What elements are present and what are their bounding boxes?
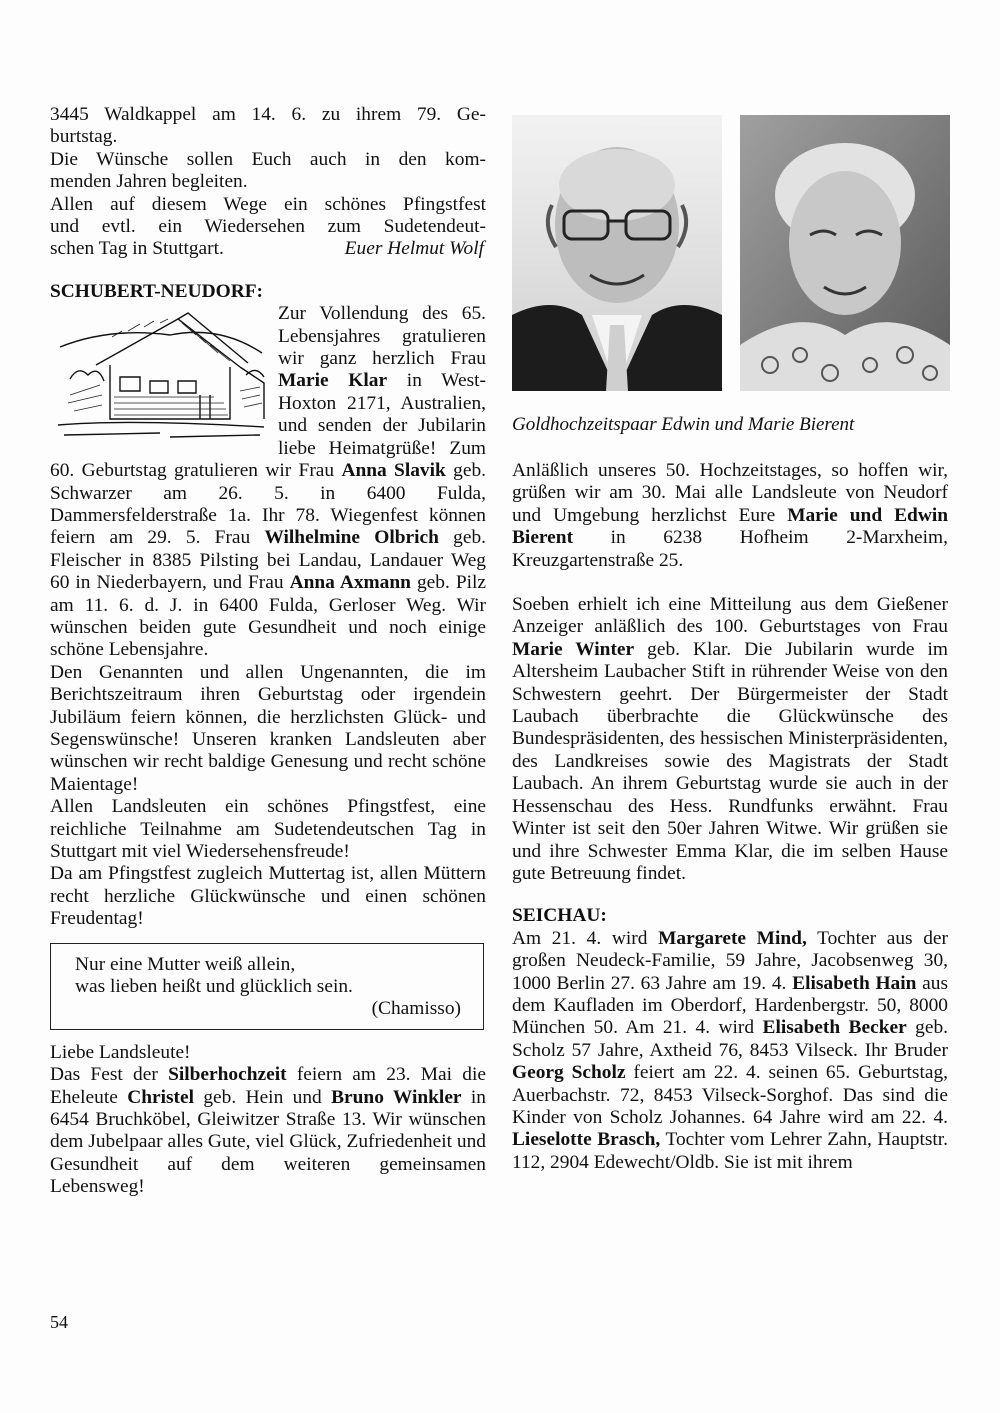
text-segment: geb. Fleischer in 8385 Pilsting bei Landau, Landauer Weg 60 in Niederbayern, und Frau (50, 527, 487, 594)
photo-marie-bierent (740, 115, 950, 391)
name-georg-scholz: Georg Scholz (512, 1062, 626, 1084)
text-segment: Soeben erhielt ich eine Mitteilung aus dem Gießener Anzeiger anläßlich des 100. Geburtstages von Frau (512, 594, 948, 638)
name-elisabeth-hain: Elisabeth Hain (792, 972, 917, 994)
photo-caption: Goldhochzeitspaar Edwin und Marie Bierent (512, 414, 855, 435)
spacer (512, 572, 948, 594)
text-segment: Anläßlich unseres 50. Hochzeitstages, so hoffen wir, grüßen wir am 30. Mai alle Landsleute von Neudorf und Umgebung herzlichst Eure (512, 460, 948, 526)
text-segment: Tochter vom Lehrer Zahn, Hauptstr. 112, 2904 Edewecht/Oldb. Sie ist mit ihrem (512, 1129, 948, 1173)
wishes-paragraph: Den Genannten und allen Ungenannten, die im Berichtszeitraum ihren Geburtstag oder irgendein Jubiläum feiern können, die herzlichsten Glück- und Segenswünsche! Unseren kranken Landsleuten aber wünschen wir recht baldige Genesung und recht schöne Maientage! (50, 661, 486, 795)
intro-line: menden Jahren begleiten. (50, 171, 248, 193)
name-christel: Christel (127, 1086, 194, 1108)
name-elisabeth-becker: Elisabeth Becker (762, 1017, 907, 1039)
text-segment: geb. Klar. Die Jubilarin wurde im Altersheim Laubacher Stift in rührender Weise von den Schwestern geehrt. Der Bürgermeister der Stadt Laubach überbrachte die Glückwünsche des Bundespräsidenten, des hessischen Ministerpräsidenten, des Landkreises sowie des Magistrats der Stadt Laubach. An ihrem Geburtstag wurde sie auch in der Hessenschau des Hess. Rundfunks erwähnt. Frau Winter ist seit den 50er Jahren Witwe. Wir grüßen sie und ihre Schwester Emma Klar, die im selben Hause gute Betreuung findet. (512, 638, 948, 884)
name-lieselotte-brasch: Lieselotte Brasch, (512, 1129, 661, 1151)
intro-line: Die Wünsche sollen Euch auch in den kom- (50, 148, 486, 170)
text-segment: aus dem Kaufladen im Oberdorf, Hardenbergstr. 50, 8000 München 50. Am 21. 4. wird (512, 972, 948, 1039)
name-margarete-mind: Margarete Mind, (658, 927, 807, 949)
name-marie-winter: Marie Winter (512, 638, 635, 660)
section-heading-schubert-neudorf: SCHUBERT-NEUDORF: (50, 280, 264, 302)
poem-line: was lieben heißt und glücklich sein. (75, 976, 353, 998)
name-anna-slavik: Anna Slavik (341, 460, 446, 482)
house-block (50, 303, 486, 662)
text-segment: Zur Vollendung des 65. Lebensjahres gratulieren wir ganz herzlich Frau (278, 303, 486, 370)
text-segment: geb. Schwarzer am 26. 5. in 6400 Fulda, Dammersfelderstraße 1a. Ihr 78. Wiegenfest können feiern am 29. 5. Frau (50, 460, 486, 549)
anniversary-paragraph (512, 460, 948, 572)
marie-winter-paragraph (512, 594, 948, 885)
poem-line: Nur eine Mutter weiß allein, (75, 953, 296, 975)
text-segment: in 6454 Bruchköbel, Gleiwitzer Straße 13. Wir wünschen dem Jubelpaar alles Gute, viel Glück, Zufriedenheit und Gesundheit auf dem weiteren gemeinsamen Lebensweg! (50, 1086, 486, 1198)
intro-line: und evtl. ein Wiedersehen zum Sudetendeut- (50, 216, 486, 238)
name-wilhelmine-olbrich: Wilhelmine Olbrich (264, 527, 439, 549)
name-marie-edwin-bierent: Marie und Edwin Bierent (512, 504, 949, 549)
poem-author: (Chamisso) (371, 998, 461, 1020)
photo-edwin-bierent (512, 115, 722, 391)
photos (512, 115, 950, 391)
text-segment: Am 21. 4. wird (512, 927, 659, 949)
text-segment: geb. Pilz am 11. 6. d. J. in 6400 Fulda, Gerloser Weg. Wir wünschen beiden gute Gesundheit und noch einige schöne Lebensjahre. (50, 572, 486, 661)
text-segment: feiert am 22. 4. seinen 65. Geburtstag, Auerbachstr. 72, 8453 Vilseck-Sorghof. Das sind die Kinder von Scholz Johannes. 64 Jahre wird am 22. 4. (512, 1062, 948, 1128)
text-segment: Tochter aus der großen Neudeck-Familie, 59 Jahre, Jacobsenweg 30, 1000 Berlin 27. 63 Jahre am 19. 4. (512, 927, 948, 994)
text-segment: in 6238 Hofheim 2-Marxheim, Kreuzgartenstraße 25. (512, 527, 948, 571)
intro-last: schen Tag in Stuttgart. (50, 238, 224, 260)
left-column (50, 104, 486, 1199)
house-illustration (50, 307, 272, 443)
section-heading-seichau: SEICHAU: (512, 905, 607, 927)
silberhochzeit-bold: Silberhochzeit (168, 1064, 287, 1086)
text-segment: geb. Scholz 57 Jahre, Axtheid 76, 8453 Vilseck. Ihr Bruder (512, 1017, 948, 1061)
text-segment: in West-Hoxton 2171, Australien, und senden der Jubilarin liebe Heimatgrüße! Zum 60. Geburtstag gratulieren wir Frau (50, 370, 486, 482)
intro-line: burtstag. (50, 126, 118, 148)
signature-line (50, 238, 486, 260)
text-segment: geb. Hein und (193, 1086, 332, 1108)
name-marie-klar: Marie Klar (278, 370, 388, 392)
name-bruno-winkler: Bruno Winkler (331, 1086, 462, 1108)
text-segment: feiern am 23. Mai die Eheleute (50, 1064, 486, 1108)
right-column (512, 460, 948, 1174)
silberhochzeit-paragraph (50, 1064, 486, 1198)
name-anna-axmann: Anna Axmann (289, 572, 411, 594)
signature: Euer Helmut Wolf (344, 238, 484, 260)
seichau-paragraph (512, 928, 948, 1174)
greeting: Liebe Landsleute! (50, 1041, 191, 1063)
muttertag-paragraph: Da am Pfingstfest zugleich Muttertag ist, allen Müttern recht herzliche Glückwünsche und einen schönen Freudentag! (50, 863, 486, 930)
intro-line: Allen auf diesem Wege ein schönes Pfingstfest (50, 193, 486, 215)
pfingst-paragraph: Allen Landsleuten ein schönes Pfingstfest, eine reichliche Teilnahme am Sudetendeutschen Tag in Stuttgart mit viel Wiedersehensfreude! (50, 796, 486, 862)
intro-line: 3445 Waldkappel am 14. 6. zu ihrem 79. Ge- (50, 104, 486, 125)
page-number: 54 (50, 1312, 68, 1332)
poem-box (50, 943, 484, 1030)
text-segment: Das Fest der (50, 1064, 169, 1086)
